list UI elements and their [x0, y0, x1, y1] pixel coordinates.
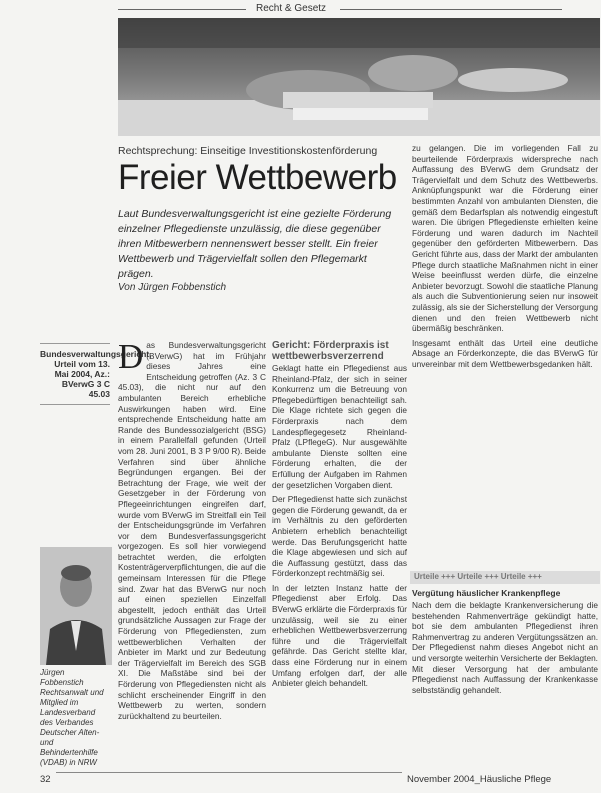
page-number: 32: [40, 774, 51, 785]
case-reference-box: Bundesverwaltungsgericht, Urteil vom 13. Mai 2004, Az.: BVerwG 3 C 45.03: [40, 343, 110, 405]
urteil-body: Nach dem die beklagte Krankenversicherung die bestehenden Rahmenverträge gekündigt hatte, bot sie dem ambulanten Pflegedienst ihren Rahmenvertrag zu anderen Vergütungssätzen an. Der Pflegedienst nahm dieses Angebot nicht an und versorgte weiterhin Versicherte der Beklagten. Mit dieser Versorgung hat der ambulante Pflegedienst nach Auffassung der Krankenkasse selbstständig gehandelt.: [412, 600, 598, 695]
column-3-paragraph: zu gelangen. Die im vorliegenden Fall zu beurteilende Förderpraxis widerspreche nach Auffassung des BVerwG dem Grundsatz der Trägervielfalt und dem Schutz des Wettbewerbs. Anknüpfungspunkt war die Förderung einer bestimmten Anzahl von ambulanten Diensten, die gemäß dem Bedarfsplan als notwendig eingestuft waren. Die übrigen Pflegedienste erhielten keine Förderung und waren dadurch im Nachteil gegenüber den geförderten Mitbewerbern. Das Gericht führte aus, dass der Markt der ambulanten Pflege durch staatliche Maßnahmen nicht in einer Weise beeinflusst werden dürfe, die einzelne Anbieter bevorzugt. Sowohl die staatliche Planung als auch die Subventionierung seien nur insoweit zulässig, als sie der Sicherstellung der Versorgung dienen und den freien Wettbewerb nicht übermäßig beschränken.: [412, 143, 598, 334]
drop-cap: D: [118, 340, 144, 376]
column-3-paragraph: Insgesamt enthält das Urteil eine deutliche Absage an Förderkonzepte, die das BVerwG für unvereinbar mit dem Wettbewerbsgedanken hält.: [412, 337, 598, 369]
article-subhead: Gericht: Förderpraxis ist wettbewerbsverzerrend: [272, 340, 389, 362]
urteile-banner: Urteile +++ Urteile +++ Urteile +++: [410, 571, 600, 584]
section-title: Recht & Gesetz: [256, 3, 327, 14]
article-column-2: [272, 363, 407, 768]
column-2-paragraph: Der Pflegedienst hatte sich zunächst gegen die Förderung gewandt, da er im Verhältnis zu den geförderten Anbietern erheblich benachteiligt werde. Das Berufungsgericht hatte die Klage abgewiesen und sich auf die Auffassung gestützt, dass das Förderkonzept rechtmäßig sei.: [272, 494, 407, 579]
footer-rule-left: [56, 772, 402, 773]
header-photo: [118, 18, 600, 136]
author-photo: [40, 547, 112, 665]
author-caption: Jürgen Fobbenstich Rechtsanwalt und Mitglied im Landesverband des Verbandes Deutscher Alten- und Behindertenhilfe (VDAB) in NRW: [40, 668, 104, 767]
column-1-text: as Bundesverwaltungsgericht (BVerwG) hat im Frühjahr dieses Jahres eine Entscheidung getroffen (Az. 3 C 45.03), die nicht nur auf den ambulanten Bereich erhebliche Auswirkungen haben wird. Eine entsprechende Entscheidung hatte am Rande des Bundessozialgericht (BSG) in einem Parallelfall gefunden (Urteil vom 28. Juni 2001, B 3 P 9/00 R). Beide Verfahren sind über ähnliche Begründungen ergangen. Bei der Betrachtung der Frage, wie weit der Gesetzgeber in der Förderung von Pflegeeinrichtungen eingreifen darf, wurde vom BVerwG im Streitfall ein Teil der Entscheidungsgründe im Verfahren vor dem Bundesverfassungsgericht vorgezogen. Es soll hier vorwiegend betrachtet werden, die erfolgten Kostenträgerverpflichtungen, die auf die gemeinsam Interessen für die Pflege sind. Zwar hat das BVerwG nur noch auf einen speziellen Einzelfall abgestellt, jedoch enthält das Urteil grundsätzliche Aussagen zur Frage der Förderung von Pflegediensten, zum wettbewerblichen Verhalten der Anbieter im Markt und zur Bedeutung der Trägervielfalt im Bereich des SGB XI. Die Maßstäbe sind bei der Förderung von Pflegediensten nicht als schlicht erscheinender Eingriff in den Wettbewerb zu werten, sondern zurückhaltend zu beurteilen.: [118, 340, 266, 721]
article-headline: Freier Wettbewerb: [118, 158, 397, 197]
article-kicker: Rechtsprechung: Einseitige Investitionskostenförderung: [118, 145, 378, 157]
header-rule-left: [118, 9, 246, 10]
column-2-paragraph: Geklagt hatte ein Pflegedienst aus Rheinland-Pfalz, der sich in seiner Konkurrenz um die Betreuung von Pflegebedürftigen benachteiligt sah. Die Klage richtete sich gegen die Förderpraxis nach dem Landespflegegesetz Rheinland-Pfalz (LPflegeG). Nur ausgewählte ambulante Dienste sollten eine Förderung erhalten, die der Erfüllung der Aufgaben im Rahmen der gesetzlichen Vorgaben dient.: [272, 363, 407, 490]
header-rule-right: [340, 9, 562, 10]
column-2-paragraph: In der letzten Instanz hatte der Pflegedienst aber Erfolg. Das BVerwG erklärte die Förderpraxis für unzulässig, weil sie zu einer erheblichen Wettbewerbsverzerrung führe und die Trägervielfalt gefährde. Das Gericht stellte klar, dass eine Förderung nur in einem Umfang erfolgen darf, der alle Anbieter gleich behandelt.: [272, 582, 407, 689]
article-byline: Von Jürgen Fobbenstich: [118, 282, 227, 293]
urteil-title: Vergütung häuslicher Krankenpflege: [412, 588, 561, 598]
article-lead: Laut Bundesverwaltungsgericht ist eine gezielte Förderung einzelner Pflegedienste unzulässig, die diese gegenüber ihren Mitbewerbern nennenswert besser stellt. Ein freier Wettbewerb und Trägervielfalt sollen den Pflegemarkt prägen.: [118, 208, 392, 280]
article-column-3: [412, 143, 598, 567]
issue-label: November 2004_Häusliche Pflege: [407, 774, 552, 785]
article-column-1: [118, 340, 266, 768]
